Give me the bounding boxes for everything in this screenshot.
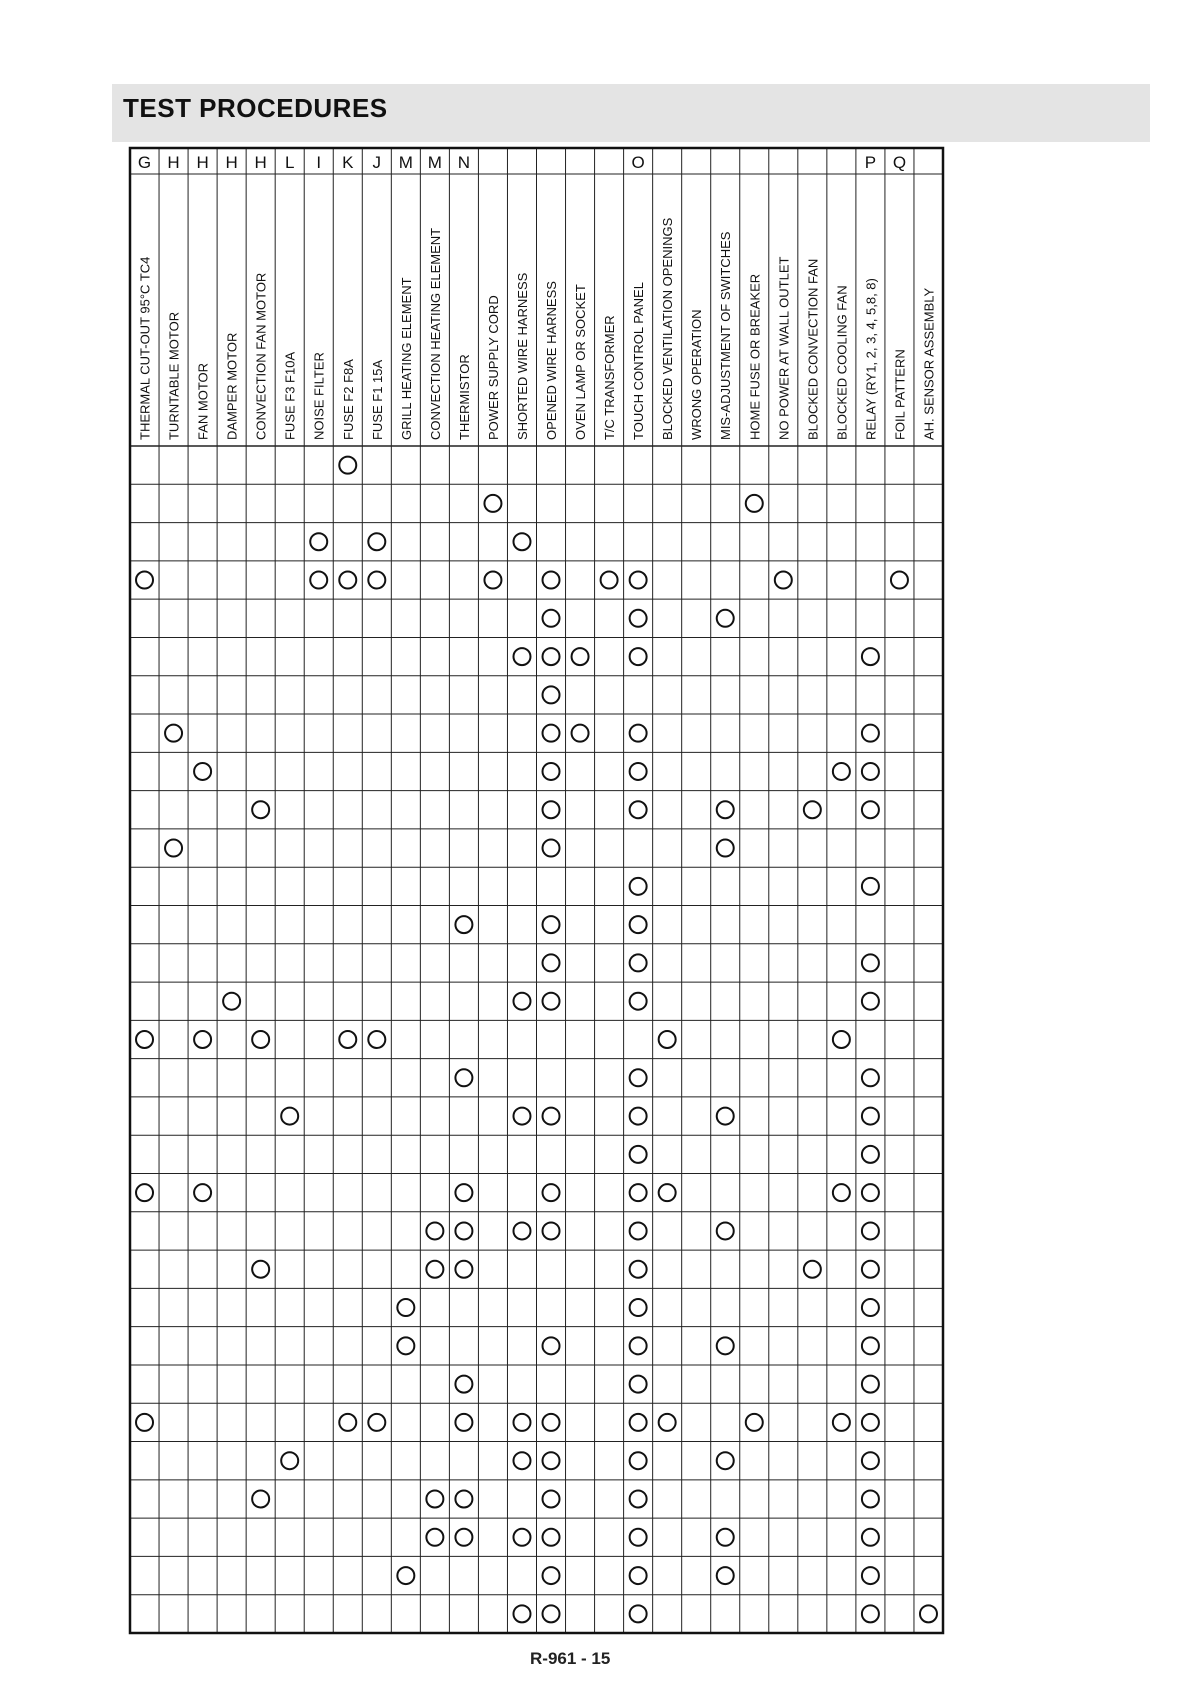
check-mark <box>833 1414 850 1431</box>
check-mark <box>543 1222 560 1239</box>
column-label: HOME FUSE OR BREAKER <box>747 273 763 440</box>
check-mark <box>775 572 792 589</box>
column-label: AH. SENSOR ASSEMBLY <box>921 287 937 440</box>
column-label: NO POWER AT WALL OUTLET <box>776 256 792 440</box>
check-mark <box>136 1414 153 1431</box>
check-mark <box>543 1567 560 1584</box>
check-mark <box>513 1108 530 1125</box>
check-mark <box>717 1452 734 1469</box>
check-mark <box>543 572 560 589</box>
check-mark <box>513 533 530 550</box>
check-mark <box>397 1337 414 1354</box>
check-mark <box>630 648 647 665</box>
check-mark <box>543 840 560 857</box>
check-mark <box>630 1414 647 1431</box>
check-mark <box>543 954 560 971</box>
column-label: BLOCKED COOLING FAN <box>834 285 850 440</box>
check-mark <box>630 1452 647 1469</box>
check-mark <box>833 1184 850 1201</box>
column-letter: J <box>372 153 382 172</box>
check-mark <box>717 1337 734 1354</box>
check-mark <box>862 1529 879 1546</box>
check-mark <box>717 1529 734 1546</box>
check-mark <box>397 1567 414 1584</box>
check-mark <box>136 1031 153 1048</box>
check-mark <box>862 993 879 1010</box>
check-mark <box>543 1184 560 1201</box>
check-mark <box>513 1605 530 1622</box>
check-mark <box>717 1567 734 1584</box>
check-mark <box>136 572 153 589</box>
check-mark <box>630 1222 647 1239</box>
check-mark <box>455 1529 472 1546</box>
check-mark <box>920 1605 937 1622</box>
check-mark <box>746 1414 763 1431</box>
check-mark <box>862 1452 879 1469</box>
check-mark <box>426 1490 443 1507</box>
check-mark <box>455 1414 472 1431</box>
check-mark <box>194 1031 211 1048</box>
check-mark <box>630 1146 647 1163</box>
check-mark <box>252 1031 269 1048</box>
column-letter: H <box>225 153 238 172</box>
column-letter: H <box>254 153 267 172</box>
check-mark <box>630 1490 647 1507</box>
check-mark <box>630 763 647 780</box>
check-mark <box>630 572 647 589</box>
check-mark <box>717 1108 734 1125</box>
check-mark <box>862 1376 879 1393</box>
column-letter: Q <box>892 153 907 172</box>
check-mark <box>281 1108 298 1125</box>
column-label: CONVECTION HEATING ELEMENT <box>427 227 443 440</box>
column-label: THERMAL CUT-OUT 95°C TC4 <box>137 256 153 440</box>
check-mark <box>630 878 647 895</box>
check-mark <box>630 610 647 627</box>
check-mark <box>862 1146 879 1163</box>
column-letter: I <box>316 153 322 172</box>
check-mark <box>426 1222 443 1239</box>
check-mark <box>194 1184 211 1201</box>
check-mark <box>136 1184 153 1201</box>
check-mark <box>543 648 560 665</box>
check-mark <box>862 1567 879 1584</box>
check-mark <box>804 1261 821 1278</box>
check-mark <box>543 610 560 627</box>
check-mark <box>862 1261 879 1278</box>
check-mark <box>717 840 734 857</box>
column-label: SHORTED WIRE HARNESS <box>514 272 530 440</box>
check-mark <box>368 1414 385 1431</box>
check-mark <box>630 1567 647 1584</box>
column-letter: O <box>631 153 645 172</box>
column-label: POWER SUPPLY CORD <box>485 295 501 440</box>
check-mark <box>630 916 647 933</box>
check-mark <box>339 1414 356 1431</box>
check-mark <box>310 572 327 589</box>
column-label: FAN MOTOR <box>195 362 211 440</box>
check-mark <box>862 1184 879 1201</box>
check-mark <box>543 1452 560 1469</box>
column-label: FUSE F3 F10A <box>282 351 298 440</box>
check-mark <box>513 648 530 665</box>
check-mark <box>543 1108 560 1125</box>
check-mark <box>339 572 356 589</box>
check-mark <box>339 1031 356 1048</box>
column-letter: P <box>864 153 877 172</box>
check-mark <box>194 763 211 780</box>
column-label: TURNTABLE MOTOR <box>166 311 182 440</box>
column-letter: K <box>342 153 354 172</box>
check-mark <box>630 1299 647 1316</box>
check-mark <box>659 1031 676 1048</box>
check-mark <box>862 801 879 818</box>
check-mark <box>543 1414 560 1431</box>
check-mark <box>862 1490 879 1507</box>
check-mark <box>804 801 821 818</box>
check-mark <box>862 1605 879 1622</box>
check-mark <box>513 1222 530 1239</box>
check-mark <box>862 1222 879 1239</box>
check-mark <box>862 1414 879 1431</box>
check-mark <box>659 1414 676 1431</box>
check-mark <box>630 1069 647 1086</box>
check-mark <box>310 533 327 550</box>
check-mark <box>630 725 647 742</box>
check-mark <box>543 801 560 818</box>
column-label: OPENED WIRE HARNESS <box>544 281 560 440</box>
check-mark <box>630 1108 647 1125</box>
check-mark <box>543 1605 560 1622</box>
column-label: RELAY (RY1, 2, 3, 4, 5,8, 8) <box>863 278 879 440</box>
column-label: GRILL HEATING ELEMENT <box>398 277 414 440</box>
check-mark <box>281 1452 298 1469</box>
check-mark <box>833 1031 850 1048</box>
check-mark <box>455 916 472 933</box>
column-letter: N <box>457 153 471 172</box>
column-label: T/C TRANSFORMER <box>602 315 618 440</box>
check-mark <box>426 1261 443 1278</box>
check-mark <box>397 1299 414 1316</box>
check-mark <box>862 1108 879 1125</box>
check-mark <box>659 1184 676 1201</box>
check-mark <box>630 993 647 1010</box>
column-letter: L <box>284 153 295 172</box>
check-mark <box>572 725 589 742</box>
check-mark <box>630 1529 647 1546</box>
page-title: TEST PROCEDURES <box>123 93 388 123</box>
check-mark <box>601 572 618 589</box>
check-mark <box>165 725 182 742</box>
check-mark <box>543 686 560 703</box>
column-label: WRONG OPERATION <box>689 309 705 440</box>
check-mark <box>543 763 560 780</box>
check-mark <box>862 954 879 971</box>
check-mark <box>368 1031 385 1048</box>
check-mark <box>165 840 182 857</box>
check-mark <box>223 993 240 1010</box>
check-mark <box>455 1069 472 1086</box>
column-label: THERMISTOR <box>456 354 472 440</box>
check-mark <box>252 1490 269 1507</box>
column-letter: H <box>196 153 209 172</box>
column-label: FUSE F2 F8A <box>340 359 356 440</box>
check-mark <box>630 1376 647 1393</box>
column-letter: M <box>427 153 442 172</box>
column-label: BLOCKED CONVECTION FAN <box>805 258 821 440</box>
check-mark <box>339 457 356 474</box>
check-mark <box>630 954 647 971</box>
check-mark <box>543 1529 560 1546</box>
check-mark <box>630 1337 647 1354</box>
column-label: MIS-ADJUSTMENT OF SWITCHES <box>718 231 734 440</box>
check-mark <box>252 801 269 818</box>
check-mark <box>630 1261 647 1278</box>
column-label: OVEN LAMP OR SOCKET <box>573 284 589 440</box>
check-mark <box>862 878 879 895</box>
check-mark <box>252 1261 269 1278</box>
check-mark <box>543 725 560 742</box>
check-mark <box>513 993 530 1010</box>
column-letter: M <box>398 153 413 172</box>
check-mark <box>630 1184 647 1201</box>
check-mark <box>862 725 879 742</box>
check-mark <box>746 495 763 512</box>
check-mark <box>543 1337 560 1354</box>
check-mark <box>862 648 879 665</box>
check-mark <box>513 1414 530 1431</box>
column-label: BLOCKED VENTILATION OPENINGS <box>660 217 676 440</box>
column-label: NOISE FILTER <box>311 352 327 440</box>
column-label: TOUCH CONTROL PANEL <box>631 282 647 440</box>
check-mark <box>513 1452 530 1469</box>
check-mark <box>455 1376 472 1393</box>
check-mark <box>862 1337 879 1354</box>
check-mark <box>891 572 908 589</box>
check-mark <box>484 572 501 589</box>
check-mark <box>717 801 734 818</box>
column-label: FUSE F1 15A <box>369 359 385 440</box>
check-mark <box>572 648 589 665</box>
check-mark <box>455 1490 472 1507</box>
check-mark <box>368 572 385 589</box>
check-mark <box>426 1529 443 1546</box>
check-mark <box>513 1529 530 1546</box>
page-footer: R-961 - 15 <box>530 1649 611 1668</box>
check-mark <box>484 495 501 512</box>
check-mark <box>455 1261 472 1278</box>
check-mark <box>717 1222 734 1239</box>
check-mark <box>455 1184 472 1201</box>
check-mark <box>862 763 879 780</box>
check-mark <box>455 1222 472 1239</box>
check-mark <box>862 1299 879 1316</box>
check-mark <box>717 610 734 627</box>
column-label: FOIL PATTERN <box>892 349 908 440</box>
check-mark <box>368 533 385 550</box>
column-label: CONVECTION FAN MOTOR <box>253 272 269 440</box>
column-letter: G <box>137 153 152 172</box>
check-mark <box>543 916 560 933</box>
check-mark <box>862 1069 879 1086</box>
column-letter: H <box>167 153 180 172</box>
check-mark <box>543 1490 560 1507</box>
check-mark <box>543 993 560 1010</box>
check-mark <box>833 763 850 780</box>
check-mark <box>630 801 647 818</box>
check-mark <box>630 1605 647 1622</box>
column-label: DAMPER MOTOR <box>224 332 240 440</box>
